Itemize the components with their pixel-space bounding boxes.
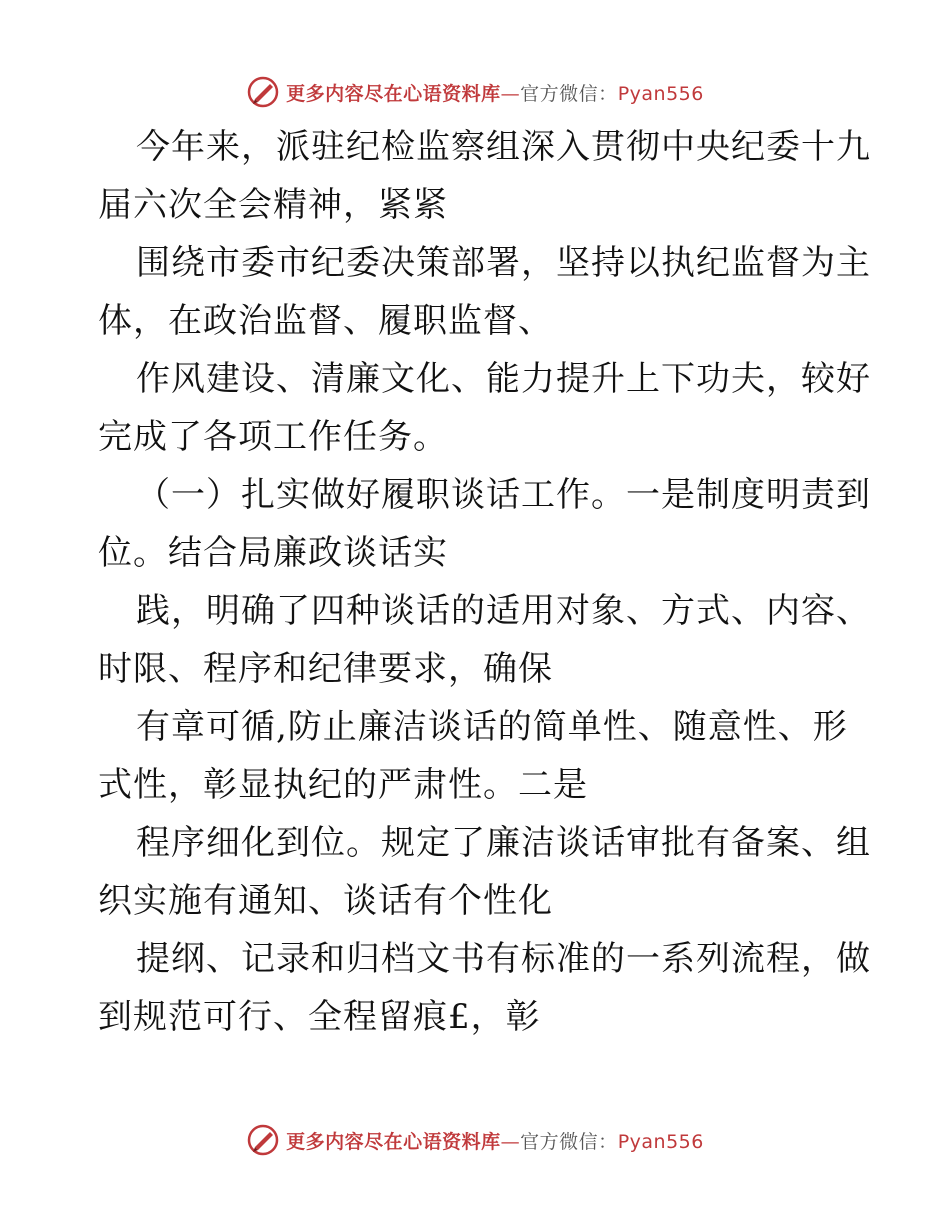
- text-line: 时限、程序和纪律要求，确保: [98, 649, 553, 689]
- watermark-text: [286, 1127, 704, 1154]
- watermark-title: 更多内容尽在心语资料库: [286, 82, 501, 105]
- text-line: 围绕市委市纪委决策部署，坚持以执纪监督为主: [136, 243, 871, 283]
- text-line: 完成了各项工作任务。: [98, 417, 448, 457]
- watermark-label: 官方微信：: [520, 1130, 618, 1153]
- watermark-separator: —: [500, 1130, 521, 1153]
- text-line: 织实施有通知、谈话有个性化: [98, 881, 553, 921]
- text-line: 到规范可行、全程留痕£，彰: [98, 997, 541, 1037]
- watermark-footer: [0, 1120, 950, 1160]
- watermark-title: 更多内容尽在心语资料库: [286, 1130, 501, 1153]
- watermark-text: [286, 79, 704, 106]
- watermark-id: Pyan556: [617, 82, 704, 105]
- text-line: 位。结合局廉政谈话实: [98, 533, 448, 573]
- logo-icon: [246, 1123, 280, 1157]
- text-line: （一）扎实做好履职谈话工作。一是制度明责到: [136, 475, 871, 515]
- text-line: 今年来，派驻纪检监察组深入贯彻中央纪委十九: [136, 127, 871, 167]
- watermark-id: Pyan556: [617, 1130, 704, 1153]
- document-body: [98, 118, 871, 1046]
- text-line: 作风建设、清廉文化、能力提升上下功夫，较好: [136, 359, 871, 399]
- watermark-label: 官方微信：: [520, 82, 618, 105]
- text-line: 式性，彰显执纪的严肃性。二是: [98, 765, 588, 805]
- text-line: 提纲、记录和归档文书有标准的一系列流程，做: [136, 939, 871, 979]
- watermark-separator: —: [500, 82, 521, 105]
- text-line: 践，明确了四种谈话的适用对象、方式、内容、: [136, 591, 871, 631]
- text-line: 程序细化到位。规定了廉洁谈话审批有备案、组: [136, 823, 871, 863]
- watermark-header: [0, 72, 950, 112]
- text-line: 有章可循,防止廉洁谈话的简单性、随意性、形: [136, 707, 848, 747]
- text-line: 届六次全会精神，紧紧: [98, 185, 448, 225]
- logo-icon: [246, 75, 280, 109]
- text-line: 体，在政治监督、履职监督、: [98, 301, 553, 341]
